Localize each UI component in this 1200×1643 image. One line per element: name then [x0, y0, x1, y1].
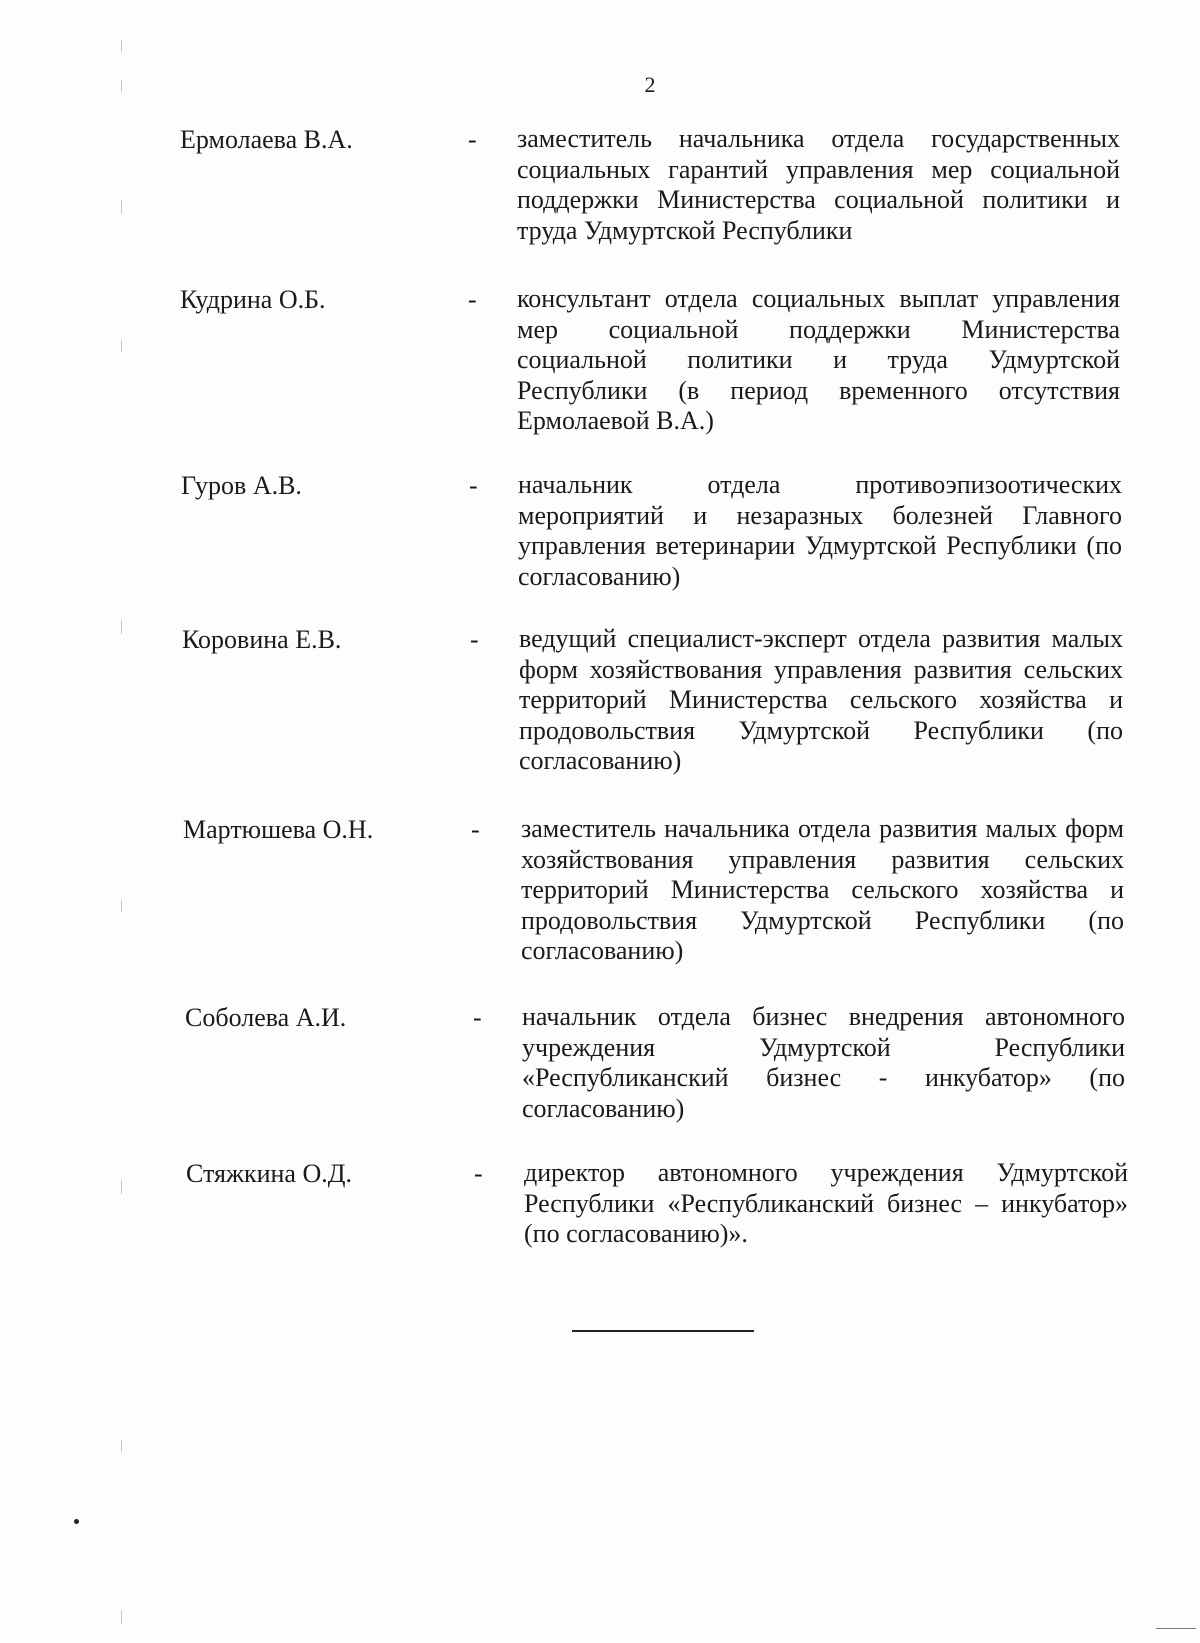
separator-dash: - — [474, 1159, 483, 1188]
member-position: начальник отдела бизнес внедрения автономного учреждения Удмуртской Республики «Республиканский бизнес - инкубатор» (по согласованию) — [522, 1002, 1125, 1123]
member-position: консультант отдела социальных выплат управления мер социальной поддержки Министерства социальной политики и труда Удмуртской Республики (в период временного отсутствия Ермолаевой В.А.) — [517, 284, 1120, 435]
scan-corner-mark — [1156, 1628, 1196, 1629]
separator-dash: - — [468, 285, 477, 314]
separator-dash: - — [468, 125, 477, 154]
separator-dash: - — [471, 815, 480, 844]
scan-margin-mark — [121, 900, 122, 912]
member-name: Ермолаева В.А. — [180, 125, 353, 154]
member-position: заместитель начальника отдела государственных социальных гарантий управления мер социальной поддержки Министерства социальной политики и труда Удмуртской Республики — [517, 124, 1120, 245]
member-name: Коровина Е.В. — [182, 625, 342, 654]
member-name: Кудрина О.Б. — [180, 285, 326, 314]
member-name: Мартюшева О.Н. — [183, 815, 374, 844]
member-position: начальник отдела противоэпизоотических мероприятий и незаразных болезней Главного управления ветеринарии Удмуртской Республики (по согласованию) — [518, 470, 1122, 591]
scan-margin-mark — [121, 40, 122, 52]
scan-dot-mark — [74, 1519, 79, 1524]
member-name: Стяжкина О.Д. — [186, 1159, 352, 1188]
separator-dash: - — [470, 625, 479, 654]
member-name: Гуров А.В. — [181, 471, 302, 500]
closing-divider-line — [572, 1330, 754, 1332]
scan-margin-mark — [121, 1440, 122, 1452]
separator-dash: - — [473, 1003, 482, 1032]
scan-margin-mark — [121, 620, 122, 634]
member-position: ведущий специалист-эксперт отдела развития малых форм хозяйствования управления развития сельских территорий Министерства сельского хозяйства и продовольствия Удмуртской Республики (по согласованию) — [519, 624, 1123, 775]
scan-margin-mark — [121, 340, 122, 352]
member-position: директор автономного учреждения Удмуртской Республики «Республиканский бизнес – инкубатор» (по согласованию)». — [524, 1158, 1128, 1248]
scan-margin-mark — [121, 200, 122, 214]
scan-margin-mark — [121, 1610, 122, 1624]
page-number: 2 — [644, 72, 656, 97]
separator-dash: - — [469, 471, 478, 500]
scan-margin-mark — [121, 1180, 122, 1194]
scan-margin-mark — [121, 80, 122, 92]
member-name: Соболева А.И. — [185, 1003, 347, 1032]
member-position: заместитель начальника отдела развития малых форм хозяйствования управления развития сельских территорий Министерства сельского хозяйства и продовольствия Удмуртской Республики (по согласованию) — [521, 814, 1124, 965]
